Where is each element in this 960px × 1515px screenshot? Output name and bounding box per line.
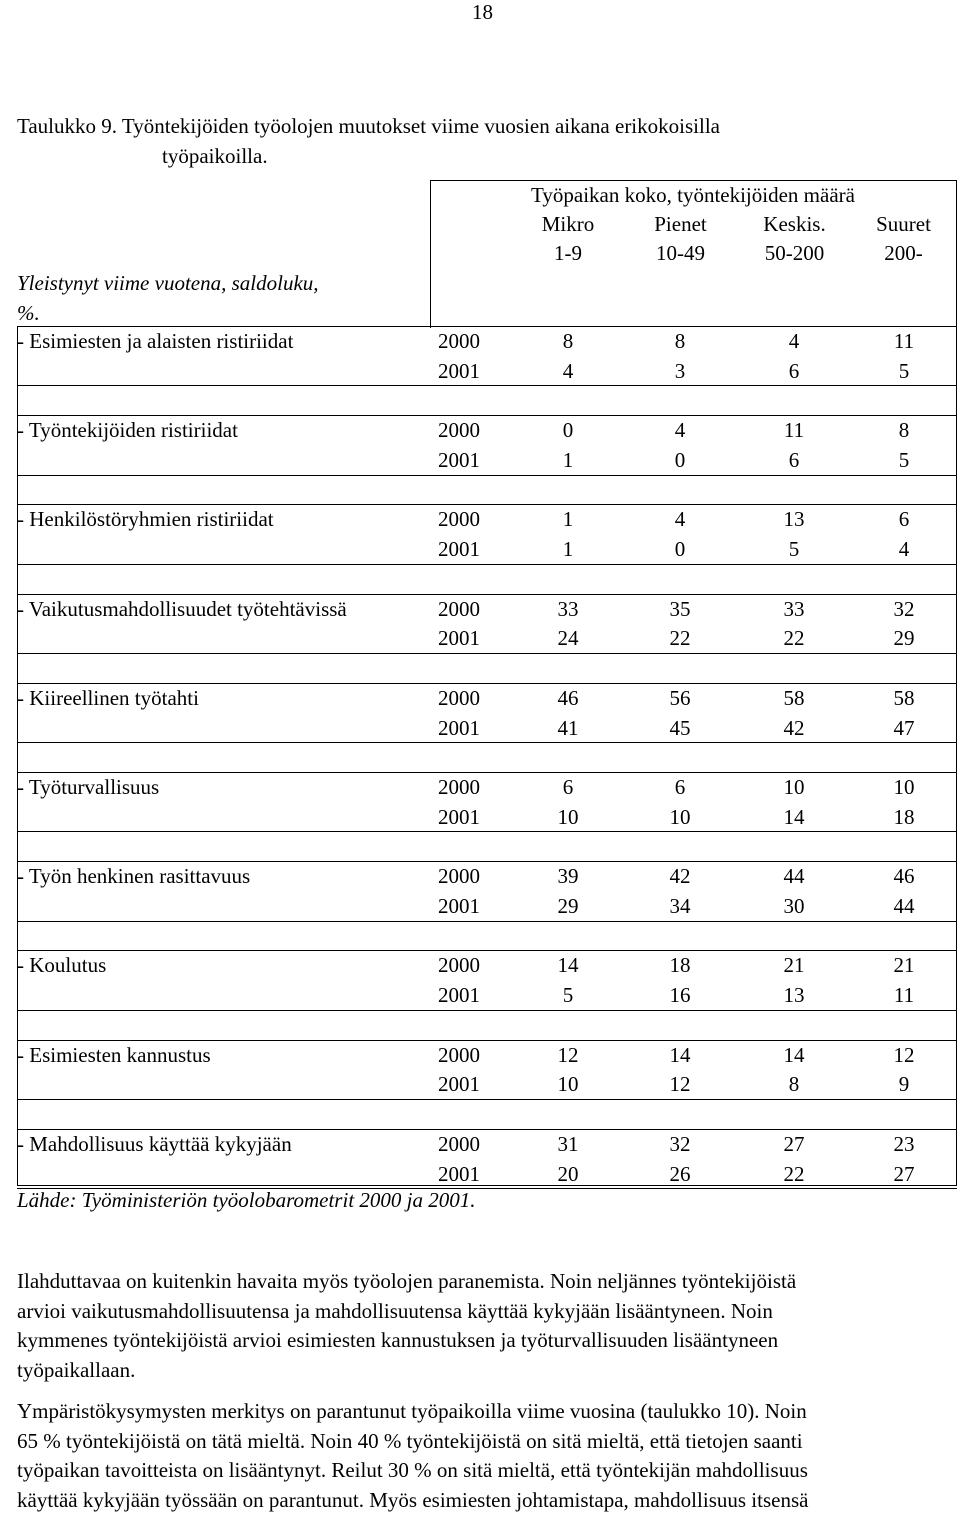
body-paragraph	[17, 1267, 952, 1385]
column-header-name: Suuret	[851, 210, 956, 239]
table-year-cell: 2000	[438, 326, 480, 356]
table-value-cell: 8	[528, 326, 608, 356]
table-value-cell: 5	[754, 534, 834, 564]
table-year-cell: 2001	[438, 1069, 480, 1099]
table-value-cell: 6	[754, 445, 834, 475]
table-row-label: - Mahdollisuus käyttää kykyjään	[17, 1129, 292, 1159]
table-value-cell: 11	[754, 415, 834, 445]
table-year-cell: 2000	[438, 504, 480, 534]
table-year-cell: 2000	[438, 415, 480, 445]
column-header	[738, 210, 851, 268]
table-value-cell: 1	[528, 445, 608, 475]
table-value-cell: 4	[640, 504, 720, 534]
paragraph-line: työpaikallaan.	[17, 1356, 952, 1386]
table-value-cell: 8	[754, 1069, 834, 1099]
table-value-cell: 11	[864, 326, 944, 356]
table-caption	[17, 111, 917, 171]
table-value-cell: 8	[864, 415, 944, 445]
table-value-cell: 11	[864, 980, 944, 1010]
table-value-cell: 13	[754, 504, 834, 534]
column-header-range: 10-49	[623, 239, 738, 268]
table-value-cell: 33	[754, 594, 834, 624]
table-value-cell: 14	[528, 950, 608, 980]
column-header-name: Mikro	[513, 210, 623, 239]
table-value-cell: 5	[864, 445, 944, 475]
table-source: Lähde: Työministeriön työolobarometrit 2000 ja 2001.	[17, 1185, 475, 1215]
table-value-cell: 58	[864, 683, 944, 713]
table-value-cell: 18	[640, 950, 720, 980]
table-value-cell: 16	[640, 980, 720, 1010]
table-value-cell: 14	[640, 1040, 720, 1070]
paragraph-line: 65 % työntekijöistä on tätä mieltä. Noin 40 % työntekijöistä on sitä mieltä, että tietojen saanti	[17, 1427, 952, 1457]
column-header	[513, 210, 623, 268]
table-year-cell: 2001	[438, 534, 480, 564]
caption-line-1: Taulukko 9. Työntekijöiden työolojen muutokset viime vuosien aikana erikokoisilla	[17, 114, 720, 138]
column-header	[623, 210, 738, 268]
table-value-cell: 10	[528, 802, 608, 832]
table-value-cell: 45	[640, 713, 720, 743]
table-value-cell: 13	[754, 980, 834, 1010]
table-value-cell: 6	[528, 772, 608, 802]
table-value-cell: 9	[864, 1069, 944, 1099]
table-year-cell: 2001	[438, 445, 480, 475]
table-value-cell: 0	[640, 445, 720, 475]
column-header-name: Keskis.	[738, 210, 851, 239]
table-value-cell: 6	[864, 504, 944, 534]
table-value-cell: 4	[864, 534, 944, 564]
table-year-cell: 2000	[438, 950, 480, 980]
column-header	[851, 210, 956, 268]
table-year-cell: 2001	[438, 802, 480, 832]
table-value-cell: 32	[640, 1129, 720, 1159]
table-row-header	[17, 268, 319, 328]
table-year-cell: 2001	[438, 356, 480, 386]
table-year-cell: 2000	[438, 861, 480, 891]
table-value-cell: 10	[528, 1069, 608, 1099]
table-row-label: - Henkilöstöryhmien ristiriidat	[17, 504, 274, 534]
table-value-cell: 1	[528, 504, 608, 534]
table-value-cell: 42	[640, 861, 720, 891]
table-value-cell: 21	[754, 950, 834, 980]
table-value-cell: 34	[640, 891, 720, 921]
table-value-cell: 42	[754, 713, 834, 743]
table-value-cell: 0	[640, 534, 720, 564]
table-value-cell: 1	[528, 534, 608, 564]
table-row-label: - Työn henkinen rasittavuus	[17, 861, 250, 891]
table-value-cell: 32	[864, 594, 944, 624]
paragraph-line: työpaikan tavoitteista on lisääntynyt. Reilut 30 % on sitä mieltä, että työntekijän mahdollisuus	[17, 1456, 952, 1486]
table-value-cell: 4	[528, 356, 608, 386]
table-value-cell: 14	[754, 802, 834, 832]
caption-line-2: työpaikoilla.	[17, 141, 917, 171]
paragraph-line: arvioi vaikutusmahdollisuutensa ja mahdollisuutensa käyttää kykyjään lisääntyneen. Noin	[17, 1297, 952, 1327]
table-year-cell: 2000	[438, 772, 480, 802]
table-value-cell: 39	[528, 861, 608, 891]
table-value-cell: 44	[864, 891, 944, 921]
table-value-cell: 10	[754, 772, 834, 802]
table-value-cell: 27	[754, 1129, 834, 1159]
column-header-range: 50-200	[738, 239, 851, 268]
table-year-cell: 2001	[438, 1159, 480, 1189]
table-row-label: - Työntekijöiden ristiriidat	[17, 415, 238, 445]
page-number: 18	[472, 0, 493, 25]
table-value-cell: 58	[754, 683, 834, 713]
table-year-cell: 2000	[438, 594, 480, 624]
table-value-cell: 12	[528, 1040, 608, 1070]
table-value-cell: 56	[640, 683, 720, 713]
table-value-cell: 29	[528, 891, 608, 921]
table-row-label: - Kiireellinen työtahti	[17, 683, 199, 713]
table-value-cell: 22	[640, 623, 720, 653]
table-row-label: - Työturvallisuus	[17, 772, 159, 802]
table-value-cell: 3	[640, 356, 720, 386]
table-year-cell: 2000	[438, 1129, 480, 1159]
table-value-cell: 47	[864, 713, 944, 743]
table-value-cell: 33	[528, 594, 608, 624]
table-value-cell: 18	[864, 802, 944, 832]
table-row-label: - Vaikutusmahdollisuudet työtehtävissä	[17, 594, 347, 624]
table-row-label: - Koulutus	[17, 950, 106, 980]
table-year-cell: 2001	[438, 980, 480, 1010]
table-value-cell: 27	[864, 1159, 944, 1189]
column-header-name: Pienet	[623, 210, 738, 239]
table-row-label: - Esimiesten ja alaisten ristiriidat	[17, 326, 293, 356]
table-value-cell: 29	[864, 623, 944, 653]
table-value-cell: 4	[754, 326, 834, 356]
table-value-cell: 5	[528, 980, 608, 1010]
table-value-cell: 35	[640, 594, 720, 624]
column-header-range: 1-9	[513, 239, 623, 268]
table-value-cell: 41	[528, 713, 608, 743]
table-group-header: Työpaikan koko, työntekijöiden määrä	[430, 180, 956, 210]
body-paragraph	[17, 1397, 952, 1515]
table-value-cell: 6	[754, 356, 834, 386]
table-value-cell: 4	[640, 415, 720, 445]
table-value-cell: 20	[528, 1159, 608, 1189]
table-value-cell: 24	[528, 623, 608, 653]
paragraph-line: Ilahduttavaa on kuitenkin havaita myös työolojen paranemista. Noin neljännes työntekijöistä	[17, 1267, 952, 1297]
table-value-cell: 12	[640, 1069, 720, 1099]
table-value-cell: 12	[864, 1040, 944, 1070]
table-value-cell: 31	[528, 1129, 608, 1159]
table-value-cell: 26	[640, 1159, 720, 1189]
table-value-cell: 10	[864, 772, 944, 802]
table-year-cell: 2000	[438, 1040, 480, 1070]
table-value-cell: 30	[754, 891, 834, 921]
table-year-cell: 2001	[438, 623, 480, 653]
table-value-cell: 14	[754, 1040, 834, 1070]
table-year-cell: 2001	[438, 713, 480, 743]
table-value-cell: 46	[528, 683, 608, 713]
row-header-line-2: %.	[17, 298, 319, 328]
paragraph-line: kymmenes työntekijöistä arvioi esimiesten kannustuksen ja työturvallisuuden lisääntyneen	[17, 1326, 952, 1356]
paragraph-line: Ympäristökysymysten merkitys on parantunut työpaikoilla viime vuosina (taulukko 10). Noin	[17, 1397, 952, 1427]
table-row-label: - Esimiesten kannustus	[17, 1040, 211, 1070]
table-value-cell: 5	[864, 356, 944, 386]
table-value-cell: 46	[864, 861, 944, 891]
table-year-cell: 2001	[438, 891, 480, 921]
table-value-cell: 22	[754, 623, 834, 653]
table-value-cell: 22	[754, 1159, 834, 1189]
table-value-cell: 10	[640, 802, 720, 832]
table-value-cell: 6	[640, 772, 720, 802]
paragraph-line: käyttää kykyjään työssään on parantunut. Myös esimiesten johtamistapa, mahdollisuus itsensä	[17, 1486, 952, 1515]
column-header-range: 200-	[851, 239, 956, 268]
table-value-cell: 23	[864, 1129, 944, 1159]
table-year-cell: 2000	[438, 683, 480, 713]
row-header-line-1: Yleistynyt viime vuotena, saldoluku,	[17, 268, 319, 298]
table-value-cell: 21	[864, 950, 944, 980]
table-value-cell: 44	[754, 861, 834, 891]
table-value-cell: 8	[640, 326, 720, 356]
table-value-cell: 0	[528, 415, 608, 445]
